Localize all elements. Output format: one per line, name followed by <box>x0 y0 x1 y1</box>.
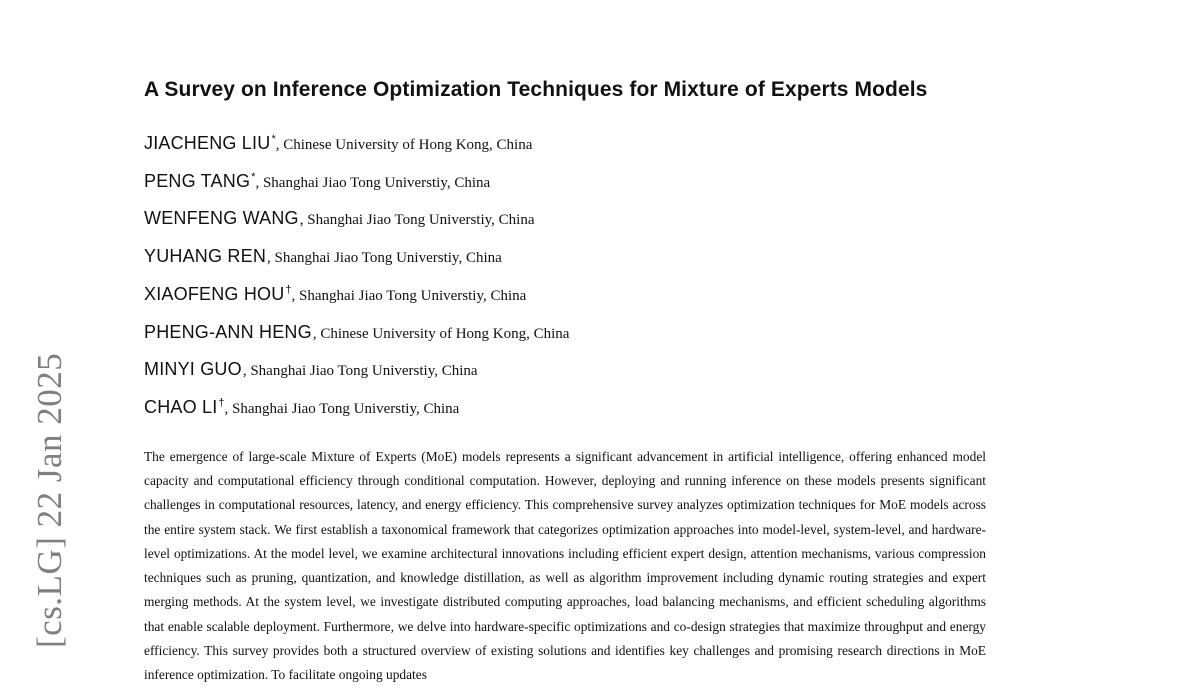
author-name: PENG TANG <box>144 170 251 191</box>
author-name: YUHANG REN <box>144 246 267 267</box>
author-name: CHAO LI <box>144 396 218 417</box>
author-footnote-mark: † <box>285 283 292 296</box>
author-affiliation: , Shanghai Jiao Tong Universtiy, China <box>255 174 491 191</box>
author-footnote-mark: * <box>251 170 256 183</box>
abstract-text: The emergence of large-scale Mixture of Experts (MoE) models represents a significant advancement in artificial intelligence, offering enhanced model capacity and computational efficiency through conditional computation. However, deploying and running inference on these models presents significant challenges in computational resources, latency, and energy efficiency. This comprehensive survey analyzes optimization techniques for MoE models across the entire system stack. We first establish a taxonomical framework that categorizes optimization approaches into model-level, system-level, and hardware-level optimizations. At the model level, we examine architectural innovations including efficient expert design, attention mechanisms, various compression techniques such as pruning, quantization, and knowledge distillation, as well as algorithm improvement including dynamic routing strategies and expert merging methods. At the system level, we investigate distributed computing approaches, load balancing mechanisms, and efficient scheduling algorithms that enable scalable deployment. Furthermore, we delve into hardware-specific optimizations and co-design strategies that maximize throughput and energy efficiency. This survey provides both a structured overview of existing solutions and identifies key challenges and promising research directions in MoE inference optimization. To facilitate ongoing updates <box>144 448 986 683</box>
author-name: PHENG-ANN HENG <box>144 321 312 342</box>
arxiv-identifier-stamp: [cs.LG] 22 Jan 2025 <box>30 352 69 648</box>
author-affiliation: , Shanghai Jiao Tong Universtiy, China <box>299 212 535 229</box>
author-entry <box>144 124 986 162</box>
author-entry <box>144 275 986 313</box>
author-list <box>144 124 986 426</box>
author-entry <box>144 199 986 237</box>
author-entry <box>144 350 986 388</box>
author-entry <box>144 237 986 275</box>
author-footnote-mark: † <box>218 396 225 409</box>
paper-title: A Survey on Inference Optimization Techniques for Mixture of Experts Models <box>144 78 928 101</box>
author-entry <box>144 388 986 426</box>
author-name: WENFENG WANG <box>144 208 299 229</box>
author-affiliation: , Shanghai Jiao Tong Universtiy, China <box>267 250 502 267</box>
author-affiliation: , Shanghai Jiao Tong Universtiy, China <box>242 363 478 380</box>
author-name: MINYI GUO <box>144 359 242 380</box>
paper-first-page <box>144 76 986 688</box>
author-affiliation: , Shanghai Jiao Tong Universtiy, China <box>224 400 460 417</box>
author-name: XIAOFENG HOU <box>144 283 285 304</box>
author-entry <box>144 162 986 200</box>
author-affiliation: , Chinese University of Hong Kong, China <box>275 137 533 153</box>
author-footnote-mark: * <box>271 133 276 145</box>
author-affiliation: , Chinese University of Hong Kong, China <box>312 325 570 342</box>
author-name: JIACHENG LIU <box>144 133 271 153</box>
author-entry <box>144 313 986 351</box>
author-affiliation: , Shanghai Jiao Tong Universtiy, China <box>291 287 527 304</box>
